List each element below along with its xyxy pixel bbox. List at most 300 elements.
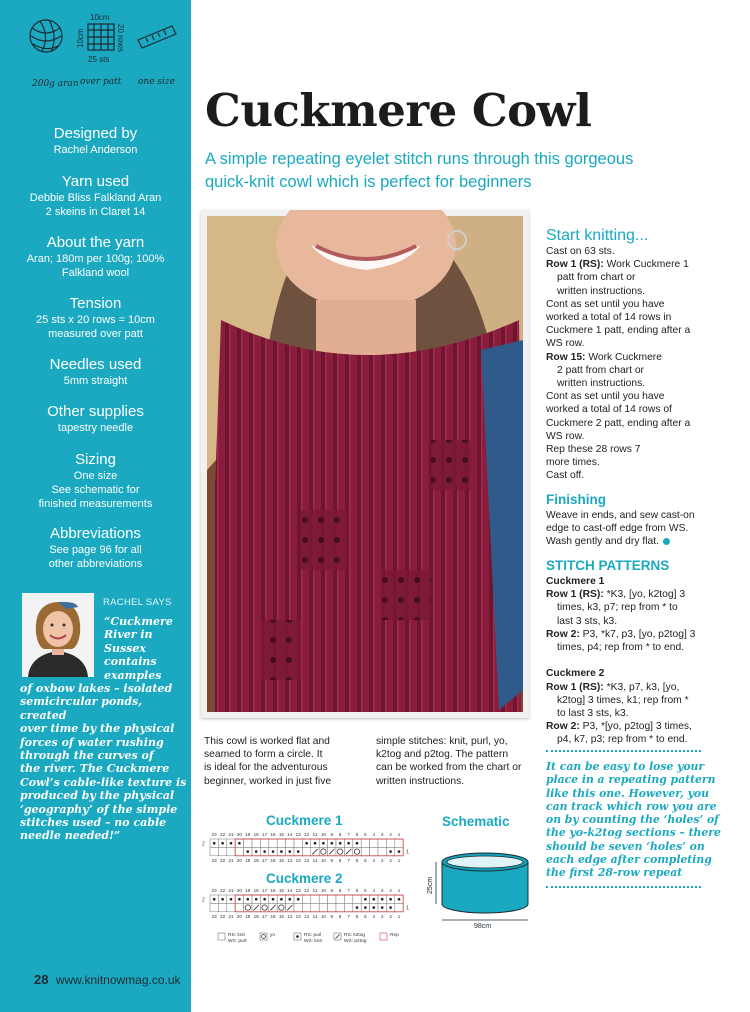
schematic-svg [427, 842, 540, 934]
quote-line: examples [104, 668, 162, 682]
quote-line: forces of water rushing [20, 735, 164, 749]
intro-line: written instructions. [376, 775, 465, 787]
stitch-number: 1 [397, 888, 401, 893]
purl-dot [389, 906, 392, 909]
purl-dot [305, 842, 308, 845]
purl-dot [263, 850, 266, 853]
chart-cell [227, 903, 235, 911]
knitting-tip [546, 760, 746, 880]
instruction-text: *K3, [yo, k2tog] 3 [606, 589, 686, 601]
legend-swatch [218, 933, 225, 940]
purl-dot [263, 898, 266, 901]
purl-dot [255, 850, 258, 853]
legend-label: WS: knit [304, 939, 322, 944]
rachel-quote [104, 615, 173, 682]
purl-dot [381, 906, 384, 909]
stitch-number: 12 [304, 857, 310, 863]
stitch-number: 6 [355, 888, 359, 893]
page-number: 28 [34, 972, 49, 987]
purl-dot [272, 850, 275, 853]
stitch-number: 23 [211, 857, 217, 863]
instruction-text: k2tog] 3 times, k1; rep from * [557, 694, 689, 706]
instruction-text: Weave in ends, and sew cast-on [546, 510, 695, 521]
tip-divider-bottom [546, 886, 701, 888]
stitch-number: 23 [211, 888, 217, 893]
chart-cell [302, 847, 310, 855]
instruction-line [546, 271, 690, 284]
row-label: 2 [202, 841, 205, 848]
instruction-text: Work Cuckmere 1 [606, 259, 689, 271]
quote-line: semicircular ponds, created [20, 695, 143, 722]
gauge-bottom: 25 sts [88, 55, 110, 64]
chart-cell [277, 839, 285, 847]
quote-line: over time by the physical [20, 722, 175, 736]
instruction-line [546, 377, 690, 390]
stitch-number: 18 [253, 888, 259, 893]
tip-line: the yo-k2tog sections – there [546, 826, 721, 840]
stitch-patterns-heading: STITCH PATTERNS [546, 558, 670, 573]
sizing-line: finished measurements [38, 498, 153, 510]
chart-cell [311, 895, 319, 903]
chart-cell [210, 903, 218, 911]
instruction-text: times, p4; rep from * to end. [557, 642, 685, 654]
schematic-width: 98cm [474, 923, 492, 930]
purl-dot [289, 850, 292, 853]
stitch-number: 6 [355, 857, 359, 863]
chart-cell [353, 895, 361, 903]
stitch-number: 16 [270, 832, 276, 837]
stitch-number: 6 [355, 832, 359, 837]
chart-cell [269, 839, 277, 847]
supplies-line: tapestry needle [57, 422, 134, 434]
gauge-square-icon [88, 24, 114, 50]
sidebar-about-yarn [0, 233, 191, 280]
tip-line: the first 28-row repeat [546, 866, 683, 880]
instruction-text: WS row. [546, 338, 585, 350]
quote-line: the river. The Cuckmere [20, 762, 170, 776]
stitch-number: 19 [245, 857, 251, 863]
schematic-title: Schematic [442, 814, 510, 829]
purl-dot [280, 850, 283, 853]
about-yarn-line: Falkland wool [61, 267, 130, 279]
instruction-line [546, 311, 690, 324]
instruction-text: to last 3 sts, k3. [557, 708, 629, 720]
instruction-line [546, 733, 695, 746]
chart-cell [235, 847, 243, 855]
purl-dot [347, 842, 350, 845]
quote-line: Cowl’s cable-like texture is [20, 775, 187, 789]
stitch-number: 12 [304, 832, 310, 837]
yarn-line: Debbie Bliss Falkland Aran [29, 192, 162, 204]
instruction-line [546, 364, 690, 377]
sidebar-yarn [0, 172, 191, 219]
stitch-number: 13 [295, 913, 301, 919]
schematic-diagram [427, 842, 540, 934]
chart-cell [294, 903, 302, 911]
instruction-line [546, 417, 690, 430]
instruction-text: more times. [546, 457, 600, 469]
stitch-number: 9 [330, 832, 334, 837]
chart-cell [260, 839, 268, 847]
instruction-label: Row 2: [546, 628, 583, 640]
stitch-number: 8 [338, 913, 342, 919]
quote-line: needle needed!” [20, 829, 121, 843]
instruction-line [546, 351, 690, 364]
instruction-text: Cuckmere 1 patt, ending after a [546, 325, 691, 337]
stitch-number: 3 [380, 913, 384, 919]
instruction-line [546, 654, 695, 667]
designer-name: Rachel Anderson [53, 144, 138, 156]
needles-line: 5mm straight [63, 375, 128, 387]
purl-dot [238, 898, 241, 901]
instruction-line [546, 694, 695, 707]
stitch-number: 20 [236, 857, 242, 863]
quote-line: “Cuckmere [104, 615, 173, 628]
legend-label: WS: purl [228, 939, 247, 944]
intro-column-1 [204, 735, 331, 788]
supplies-heading: Other supplies [47, 403, 144, 420]
about-yarn-line: Aran; 180m per 100g; 100% [26, 253, 165, 265]
purl-dot [339, 842, 342, 845]
chart-cell [218, 847, 226, 855]
stitch-number: 22 [220, 832, 226, 837]
instruction-text: times, k3, p7; rep from * to [557, 602, 678, 614]
stitch-number: 17 [262, 913, 268, 919]
chart-cell [395, 839, 403, 847]
sizing-line: See schematic for [51, 484, 140, 496]
stitch-number: 4 [372, 913, 376, 919]
tension-line: measured over patt [48, 328, 143, 340]
instruction-text: P3, *k7, p3, [yo, p2tog] 3 [582, 628, 696, 640]
stitch-number: 21 [228, 913, 234, 919]
stitch-number: 15 [278, 857, 284, 863]
purl-dot [364, 906, 367, 909]
stitch-number: 14 [287, 832, 293, 837]
subtitle-line: quick-knit cowl which is perfect for beginners [205, 173, 532, 191]
instruction-line [546, 298, 690, 311]
chart-cell [378, 839, 386, 847]
chart-cell [328, 895, 336, 903]
end-dot-icon [663, 538, 670, 545]
stitch-number: 10 [320, 857, 326, 863]
finishing-instructions [546, 509, 695, 549]
stitch-number: 12 [304, 888, 310, 893]
subtitle-line: A simple repeating eyelet stitch runs through this gorgeous [205, 150, 634, 168]
tension-heading: Tension [69, 295, 122, 312]
stitch-number: 23 [211, 913, 217, 919]
purl-dot [314, 842, 317, 845]
intro-line: can be worked from the chart or [376, 762, 522, 774]
chart-cell [252, 839, 260, 847]
stitch-number: 12 [304, 913, 310, 919]
intro-line: k2tog and p2tog. The pattern [376, 749, 509, 761]
purl-dot [389, 898, 392, 901]
purl-dot [356, 842, 359, 845]
purl-dot [221, 898, 224, 901]
intro-line: beginner, worked in just five [204, 775, 332, 787]
stitch-number: 18 [253, 913, 259, 919]
stitch-number: 7 [347, 888, 350, 893]
chart-cell [370, 847, 378, 855]
stitch-number: 3 [380, 832, 384, 837]
instruction-text: Rep these 28 rows 7 [546, 444, 641, 456]
instruction-text: written instructions. [557, 285, 646, 297]
about-yarn-heading: About the yarn [46, 234, 145, 251]
stitch-number: 9 [330, 913, 334, 919]
gauge-right: 20 rows [116, 24, 125, 53]
stitch-number: 7 [347, 913, 350, 919]
instruction-text: *K3, p7, k3, [yo, [606, 681, 680, 693]
stitch-number: 4 [372, 832, 376, 837]
legend-label: yo [270, 933, 276, 938]
chart-cell [319, 895, 327, 903]
instruction-line [546, 522, 695, 535]
intro-line: seamed to form a circle. It [204, 749, 323, 761]
chart-cell [244, 839, 252, 847]
stitch-number: 7 [347, 832, 350, 837]
stitch-number: 19 [245, 913, 251, 919]
instruction-line [546, 509, 695, 522]
stitch-number: 20 [236, 832, 242, 837]
stitch-number: 5 [364, 857, 367, 863]
quote-line: River in [104, 628, 153, 642]
instruction-text: Cast off. [546, 470, 585, 482]
chart-cell [235, 903, 243, 911]
purl-dot [255, 898, 258, 901]
purl-dot [373, 898, 376, 901]
instruction-line [546, 469, 690, 482]
stitch-number: 4 [372, 888, 376, 893]
purl-dot [373, 906, 376, 909]
chart-cell [395, 903, 403, 911]
instruction-text: Cast on 63 sts. [546, 246, 615, 257]
schematic-height: 25cm [427, 876, 434, 894]
instruction-line [546, 403, 690, 416]
stitch-number: 15 [278, 832, 284, 837]
stitch-number: 15 [278, 888, 284, 893]
stitch-number: 6 [355, 913, 359, 919]
stitch-number: 17 [262, 888, 268, 893]
stitch-number: 21 [228, 832, 234, 837]
chart-cell [361, 839, 369, 847]
purl-dot [289, 898, 292, 901]
instruction-text: last 3 sts, k3. [557, 615, 618, 627]
stitch-number: 9 [330, 857, 334, 863]
abbreviations-heading: Abbreviations [50, 525, 141, 542]
purl-dot [213, 842, 216, 845]
sizing-line: One size [73, 470, 118, 482]
start-knitting-heading: Start knitting... [546, 227, 649, 244]
stitch-number: 9 [330, 888, 334, 893]
stitch-number: 22 [220, 913, 226, 919]
purl-dot [356, 906, 359, 909]
chart-cell [319, 903, 327, 911]
chart1-svg [200, 830, 425, 870]
instruction-label: Row 15: [546, 351, 589, 363]
stitch-number: 16 [270, 913, 276, 919]
info-sidebar [0, 0, 191, 1012]
instruction-line [546, 681, 695, 694]
stitch-number: 3 [380, 857, 384, 863]
sidebar-abbreviations [0, 524, 191, 571]
stitch-number: 17 [262, 832, 268, 837]
yarn-line: 2 skeins in Claret 14 [45, 206, 146, 218]
stitch-number: 23 [211, 832, 217, 837]
tip-divider-top [546, 750, 701, 752]
tape-label: one size [138, 77, 175, 87]
instruction-line [546, 615, 695, 628]
instruction-text: edge to cast-off edge from WS. [546, 523, 689, 535]
chart-cuckmere-2 [200, 886, 425, 926]
instruction-text: patt from chart or [557, 272, 636, 284]
instruction-line [546, 667, 695, 680]
rachel-quote-continued [20, 682, 191, 843]
instruction-text: Cont as set until you have [546, 391, 665, 403]
stitch-number: 21 [228, 857, 234, 863]
chart-cell [361, 847, 369, 855]
stitch-number: 19 [245, 832, 251, 837]
abbreviations-line: other abbreviations [48, 558, 143, 570]
stitch-number: 1 [397, 913, 401, 919]
instruction-label: Row 2: [546, 721, 583, 733]
chart-cell [378, 847, 386, 855]
purl-dot [247, 850, 250, 853]
chart-cell [294, 839, 302, 847]
instruction-label: Row 1 (RS): [546, 589, 607, 601]
stitch-number: 7 [347, 857, 350, 863]
stitch-number: 10 [320, 913, 326, 919]
purl-dot [272, 898, 275, 901]
legend-label: RS: purl [304, 933, 322, 938]
yarn-ball-icon [30, 20, 62, 52]
stitch-number: 15 [278, 913, 284, 919]
purl-dot [398, 850, 401, 853]
sidebar-tension [0, 294, 191, 341]
purl-dot [322, 842, 325, 845]
stitch-number: 1 [397, 857, 401, 863]
needles-heading: Needles used [49, 356, 142, 373]
instruction-text: Work Cuckmere [588, 351, 662, 363]
stitch-number: 10 [320, 832, 326, 837]
purl-dot [331, 842, 334, 845]
quote-line: contains [104, 655, 157, 669]
purl-dot [297, 898, 300, 901]
instruction-line [546, 390, 690, 403]
pattern-info-icons [22, 10, 182, 105]
sizing-heading: Sizing [75, 451, 116, 468]
intro-line: simple stitches: knit, purl, yo, [376, 736, 508, 747]
instruction-line [546, 601, 695, 614]
instruction-line [546, 628, 695, 641]
instruction-line [546, 443, 690, 456]
instruction-line [546, 258, 690, 271]
instruction-line [546, 575, 695, 588]
stitch-number: 8 [338, 888, 342, 893]
sidebar-supplies [0, 402, 191, 435]
stitch-number: 2 [389, 913, 392, 919]
instruction-line [546, 245, 690, 258]
page-subtitle [205, 148, 675, 194]
legend-swatch [380, 933, 387, 940]
page-footer [34, 972, 181, 987]
stitch-number: 3 [380, 888, 384, 893]
chart-cell [370, 839, 378, 847]
stitch-number: 2 [389, 888, 392, 893]
instruction-text: worked a total of 14 rows in [546, 312, 672, 324]
instruction-text: WS row. [546, 430, 585, 442]
instruction-text: written instructions. [557, 378, 646, 390]
stitch-number: 11 [312, 832, 318, 837]
instruction-line [546, 285, 690, 298]
chart-cell [302, 903, 310, 911]
instruction-line [546, 707, 695, 720]
designer-heading: Designed by [53, 125, 138, 142]
chart-cell [227, 847, 235, 855]
purl-dot [296, 935, 299, 938]
instruction-line [546, 324, 690, 337]
purl-dot [381, 898, 384, 901]
gauge-label: over patt [80, 77, 122, 87]
tip-line: each edge after completing [546, 853, 712, 867]
stitch-number: 4 [372, 857, 376, 863]
instruction-label: Cuckmere 2 [546, 668, 605, 680]
website-url[interactable]: www.knitnowmag.co.uk [55, 973, 181, 987]
row-label: 2 [202, 897, 205, 904]
stitch-number: 14 [287, 888, 293, 893]
legend-label: RS: knit [228, 933, 245, 938]
instruction-text: Wash gently and dry flat. [546, 536, 659, 548]
stitch-number: 19 [245, 888, 251, 893]
purl-dot [280, 898, 283, 901]
instruction-label: Row 1 (RS): [546, 259, 607, 271]
purl-dot [247, 898, 250, 901]
start-knitting-instructions [546, 245, 690, 483]
stitch-number: 18 [253, 832, 259, 837]
stitch-number: 14 [287, 857, 293, 863]
stitch-number: 2 [389, 857, 392, 863]
purl-dot [398, 898, 401, 901]
instruction-text: p4, k7, p3; rep from * to end. [557, 734, 688, 746]
intro-line: is ideal for the adventurous [204, 762, 328, 774]
instruction-line [546, 641, 695, 654]
instruction-line [546, 456, 690, 469]
chart-cell [344, 903, 352, 911]
stitch-number: 8 [338, 857, 342, 863]
stitch-number: 13 [295, 857, 301, 863]
instruction-line [546, 337, 690, 350]
instruction-label: Cuckmere 1 [546, 576, 605, 587]
abbreviations-line: See page 96 for all [49, 544, 142, 556]
cowl-photo [201, 210, 529, 718]
tip-line: like this one. However, you [546, 786, 709, 800]
quote-line: of oxbow lakes – isolated [20, 682, 173, 695]
gauge-left: 10cm [76, 28, 85, 48]
stitch-number: 11 [312, 913, 318, 919]
stitch-number: 11 [312, 857, 318, 863]
stitch-number: 22 [220, 857, 226, 863]
tip-line: should be seven ‘holes’ on [546, 839, 705, 853]
instruction-text: P3, *[yo, p2tog] 3 times, [582, 721, 692, 733]
legend-label: WS: p2tog [344, 939, 367, 944]
stitch-number: 13 [295, 888, 301, 893]
tension-line: 25 sts x 20 rows = 10cm [36, 314, 155, 326]
stitch-number: 20 [236, 913, 242, 919]
chart-cell [344, 895, 352, 903]
chart2-title: Cuckmere 2 [266, 871, 343, 886]
purl-dot [364, 898, 367, 901]
quote-line: stitches used – no cable [20, 816, 167, 830]
stitch-number: 5 [364, 832, 367, 837]
